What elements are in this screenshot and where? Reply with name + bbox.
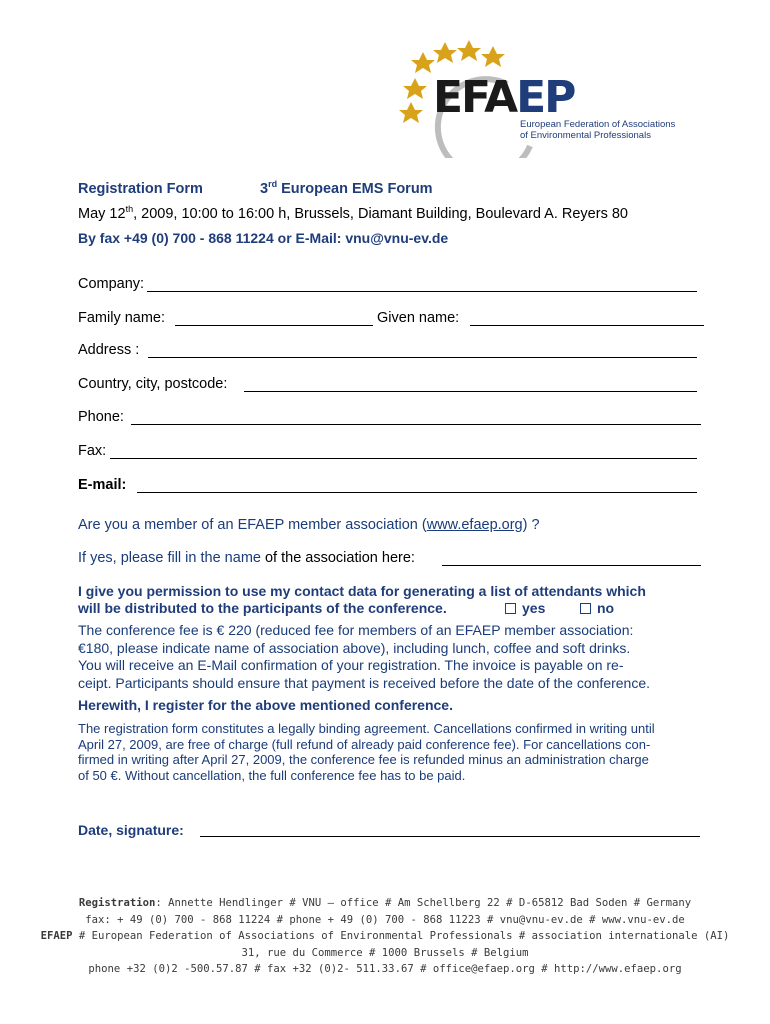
terms-line-3: firmed in writing after April 27, 2009, the conference fee is refunded minus an administration charge (78, 752, 649, 768)
country-label: Country, city, postcode: (78, 376, 228, 392)
contact-line: By fax +49 (0) 700 - 868 11224 or E-Mail: vnu@vnu-ev.de (78, 230, 449, 246)
phone-field[interactable] (131, 424, 701, 425)
email-label: E-mail: (78, 477, 127, 493)
logo-line-1: European Federation of Associations (520, 119, 676, 130)
footer-line-3 (0, 928, 770, 945)
permission-line-2-text: will be distributed to the participants of the conference. (78, 600, 447, 616)
forum-number: 3 (260, 181, 269, 197)
fee-line-2: €180, please indicate name of association above), including lunch, coffee and soft drinks. (78, 639, 631, 656)
phone-label: Phone: (78, 409, 124, 425)
family-name-field[interactable] (175, 325, 373, 326)
no-checkbox[interactable] (580, 603, 591, 614)
register-statement: Herewith, I register for the above mentioned conference. (78, 697, 453, 713)
email-field[interactable] (137, 492, 697, 493)
date-details: , 2009, 10:00 to 16:00 h, Brussels, Diamant Building, Boulevard A. Reyers 80 (133, 206, 628, 222)
date-prefix: May 12 (78, 206, 126, 222)
association-prompt-end: of the association here: (260, 550, 415, 566)
permission-no-option[interactable] (580, 600, 614, 616)
permission-line-2 (78, 600, 646, 617)
footer-line-4: 31, rue du Commerce # 1000 Brussels # Belgium (241, 946, 529, 959)
fee-line-1: The conference fee is € 220 (reduced fee for members of an EFAEP member association: (78, 622, 634, 638)
association-prompt-text: If yes, please fill in the name (78, 550, 261, 566)
fee-paragraph (78, 622, 728, 692)
yes-label: yes (522, 600, 546, 616)
membership-question-text: Are you a member of an EFAEP member association ( (78, 517, 427, 533)
event-date-line (78, 206, 628, 222)
terms-line-2: April 27, 2009, are free of charge (full refund of already paid conference fee). For cancellations con- (78, 736, 651, 752)
fee-line-3: You will receive an E-Mail confirmation of your registration. The invoice is payable on re- (78, 657, 624, 673)
association-name-field[interactable] (442, 565, 701, 566)
logo-line-2: of Environmental Professionals (520, 130, 651, 141)
association-name-prompt (78, 550, 415, 566)
efaep-logo (395, 38, 695, 158)
date-suffix: th (125, 204, 134, 215)
footer-registration-label: Registration (78, 897, 156, 909)
terms-line-4: of 50 €. Without cancellation, the full conference fee has to be paid. (78, 768, 466, 784)
family-name-label: Family name: (78, 310, 166, 326)
fax-field[interactable] (110, 458, 697, 459)
signature-field[interactable] (200, 836, 700, 837)
given-name-field[interactable] (470, 325, 704, 326)
fee-line-4: ceipt. Participants should ensure that payment is received before the date of the conference. (78, 674, 651, 691)
logo-wordmark-efa: EFA (433, 72, 517, 123)
forum-name: European EMS Forum (277, 181, 433, 197)
permission-line-1: I give you permission to use my contact data for generating a list of attendants which (78, 583, 646, 599)
yes-checkbox[interactable] (505, 603, 516, 614)
company-label: Company: (78, 276, 145, 292)
footer-line-5: phone +32 (0)2 -500.57.87 # fax +32 (0)2- 511.33.67 # office@efaep.org # http://www.efaep.org (88, 963, 682, 976)
footer-line-1 (0, 895, 770, 912)
footer-efaep-label: EFAEP (40, 930, 73, 943)
address-label: Address : (78, 342, 140, 358)
form-label: Registration Form (78, 181, 203, 197)
footer-line-2: fax: + 49 (0) 700 - 868 11224 # phone + 49 (0) 700 - 868 11223 # vnu@vnu-ev.de # www.vnu-ev.de (85, 913, 685, 926)
address-field[interactable] (148, 357, 697, 358)
signature-label: Date, signature: (78, 822, 184, 838)
forum-title (260, 181, 433, 197)
company-field[interactable] (147, 291, 697, 292)
permission-text (78, 583, 646, 617)
terms-paragraph (78, 721, 728, 784)
membership-question (78, 517, 540, 533)
footer-registration-text: : Annette Hendlinger # VNU – office # Am Schellberg 22 # D-65812 Bad Soden # Germany (155, 897, 692, 909)
footer (0, 895, 770, 978)
footer-efaep-text: # European Federation of Associations of Environmental Professionals # association internationale (AI) (72, 930, 730, 943)
membership-question-end: ) ? (522, 517, 540, 533)
logo-wordmark-ep: EP (516, 72, 575, 123)
fax-label: Fax: (78, 443, 107, 459)
permission-yes-option[interactable] (505, 600, 545, 616)
forum-suffix: rd (268, 179, 278, 190)
terms-line-1: The registration form constitutes a legally binding agreement. Cancellations confirmed in writing until (78, 721, 655, 736)
given-name-label: Given name: (377, 310, 460, 326)
country-field[interactable] (244, 391, 697, 392)
efaep-website-link[interactable]: www.efaep.org (426, 517, 523, 533)
no-label: no (597, 600, 615, 616)
